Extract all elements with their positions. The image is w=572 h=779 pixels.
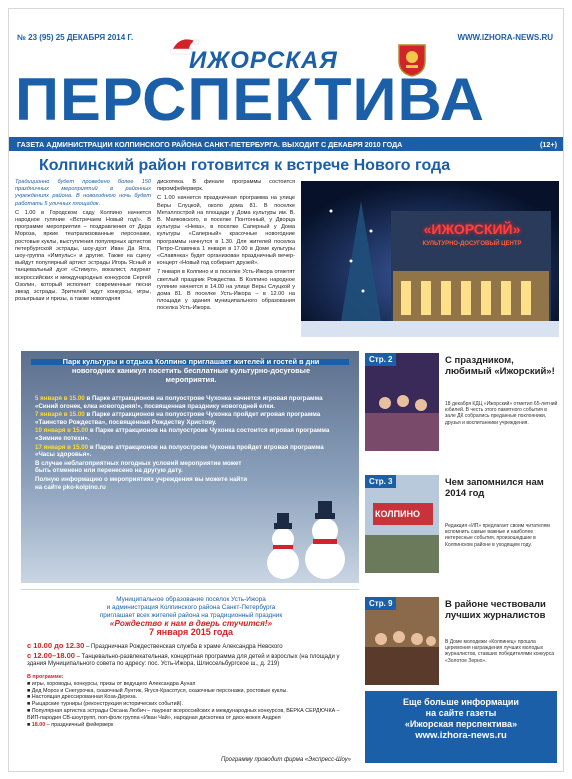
municipal-date: 7 января 2015 года bbox=[149, 627, 233, 637]
article-paragraph: С 1.00 начнется праздничная программа на улице Веры Слуцкой, около дома 81. В поселке Металлострой на площади у Дома культуры им. В. В. Маяковского, в поселке Понтонный, у Дворца культуры «Нева», в поселке Саперный у Дома культуры «Саперный» красочные новогодние программы начнутся в 1.30. Для жителей поселка Петро-Славянка 1 января в 17.00 в Доме культуры «Славянка» будет организован праздничный вечер-концерт «Новый год собирает друзей». bbox=[157, 195, 295, 267]
masthead-subtitle-bar bbox=[9, 137, 564, 151]
masthead-brand-big: ПЕРСПЕКТИВА bbox=[15, 66, 485, 133]
masthead-brand-top: ИЖОРСКАЯ bbox=[189, 47, 338, 74]
page-label: Стр. 9 bbox=[365, 597, 396, 610]
park-event: 7 января в 15.00 в Парке аттракционов на полуострове Чухонка пройдет игровая программа «Таинство Рождества», посвященная Рождеству Христову. bbox=[35, 411, 321, 426]
main-photo bbox=[301, 181, 559, 337]
masthead-subtitle: ГАЗЕТА АДМИНИСТРАЦИИ КОЛПИНСКОГО РАЙОНА САНКТ-ПЕТЕРБУРГА. ВЫХОДИТ С ДЕКАБРЯ 2010 ГОДА bbox=[17, 140, 403, 149]
municipal-program bbox=[27, 674, 347, 728]
program-title: В программе: bbox=[27, 674, 64, 680]
municipal-head-line: приглашает всех жителей района на традиционный праздник bbox=[99, 612, 283, 619]
park-announcement bbox=[21, 351, 359, 583]
issue-number: № 23 (95) 25 ДЕКАБРЯ 2014 Г. bbox=[17, 33, 134, 42]
article-paragraph: 7 января в Колпино и в поселке Усть-Ижора отметят светлый праздник Рождества. В Колпино народное гуляние начнется в 14.00 на улице Веры Слуцкой у дома 81. В поселке Усть-Ижора – в 12.00 на площади у здания муниципального образования поселка Усть-Ижора. bbox=[157, 269, 295, 312]
park-note: В случае неблагоприятных погодных условий мероприятие может быть отменено или перенесено на другую дату. bbox=[35, 459, 242, 475]
side-photo bbox=[365, 597, 439, 695]
article-column-1 bbox=[15, 179, 151, 305]
side-headline: С праздником, любимый «Ижорский»! bbox=[445, 355, 555, 377]
side-photo-sign: КОЛПИНО bbox=[375, 509, 421, 519]
municipal-header bbox=[51, 596, 331, 636]
park-title: Парк культуры и отдыха Колпино приглашает жителей и гостей в дни новогодних каникул посетить бесплатные культурно-досуговые мероприятия. bbox=[62, 357, 320, 384]
park-events bbox=[35, 395, 335, 492]
park-event: 10 января в 15.00 в Парке аттракционов на полуострове Чухонка состоится игровая программа «Зимние потехи». bbox=[35, 427, 330, 442]
municipal-schedule bbox=[27, 642, 353, 669]
side-teaser-1[interactable] bbox=[365, 353, 561, 475]
program-item: ■ Популярная артистка эстрады Оксана Любич – лауреат всероссийских и международных конкурсов, ВЕРКА СЕРДЮЧКА – ВИП-пародия СВ-шоугрупп, поп-фолк группа «Иван Чай», народная дискотека от диск-жокея Андрея bbox=[27, 707, 340, 721]
program-item: ■ Дед Мороз и Снегурочка, сказочный Лунтик, Ягуся-Красотуся, сказочные персонажи, ростовые куклы. bbox=[27, 687, 288, 694]
article-column-2 bbox=[157, 179, 295, 315]
park-info: Полную информацию о мероприятиях учреждения вы можете найти на сайте pko-kolpino.ru bbox=[35, 475, 248, 491]
municipal-head-line: Муниципальное образование поселок Усть-Ижора bbox=[116, 596, 266, 603]
side-teaser-2[interactable] bbox=[365, 475, 561, 597]
program-item: ■ игры, хороводы, конкурсы, призы от ведущего Александра Аунап bbox=[27, 680, 196, 687]
article-paragraph: С 1.00 в Городском саду Колпино начнется народное гуляние «Встречаем Новый год!». В программе мероприятия – поздравления от Деда Мороза, яркие театрализованные персонажи, ростовые куклы, выступления популярных артистов петербургской эстрады, шоу-дуэт Иван Да Ягга, шоу-группа «Импульс» и другие. Также на сцену выйдут популярный артист эстрады Игорь Ясный и танцевальный дуэт «Стимул», вокалист, лауреат всероссийских и международных конкурсов Сергей Озолин, который исполнит современные песни звезд эстрады. Зрителей ждут конкурсы, игры, розыгрыши и призы, а также новогодняя bbox=[15, 209, 151, 303]
promo-line: на сайте газеты bbox=[425, 708, 497, 718]
program-item: ■ 18.00 – праздничный фейерверк bbox=[27, 721, 114, 728]
age-rating: (12+) bbox=[540, 140, 557, 149]
article-lead: Традиционно будет проведено более 150 праздничных мероприятий в районных учреждениях района. В новогоднюю ночь будет работать 5 уличных площадок. bbox=[15, 179, 151, 207]
page-label: Стр. 3 bbox=[365, 475, 396, 488]
photo-sign: «ИЖОРСКИЙ» bbox=[423, 221, 521, 237]
main-headline: Колпинский район готовится к встрече Нового года bbox=[39, 157, 451, 174]
schedule-line: с 10.00 до 12.30 – Праздничная Рождественская служба в храме Александра Невского bbox=[27, 641, 283, 650]
newspaper-page bbox=[8, 8, 564, 772]
photo-sign-sub: КУЛЬТУРНО-ДОСУГОВЫЙ ЦЕНТР bbox=[422, 241, 522, 247]
side-text: Редакция «ИП» предлагает своим читателям вспомнить самые важные и наиболее интересные события, произошедшие в Колпинском районе в уходящем году. bbox=[445, 523, 550, 548]
side-photo bbox=[365, 353, 439, 451]
site-url[interactable]: WWW.IZHORA-NEWS.RU bbox=[457, 33, 553, 42]
promo-line: Еще больше информации bbox=[403, 697, 519, 707]
page-label: Стр. 2 bbox=[365, 353, 396, 366]
promo-url[interactable]: www.izhora-news.ru bbox=[415, 730, 507, 741]
side-text: 18 декабря КДЦ «Ижорский» отметил 65-летний юбилей. В честь этого памятного события в зале ДК собрались преданные поклонники, друзья и воспитанники учреждения. bbox=[445, 401, 558, 426]
promo-line: «Ижорская перспектива» bbox=[404, 719, 518, 729]
side-headline: Чем запомнился нам 2014 год bbox=[445, 477, 544, 499]
stage-photo bbox=[365, 353, 439, 451]
side-photo bbox=[365, 475, 439, 573]
schedule-line: с 12.00–18.00 – Танцевально-развлекательная, концертная программа для детей и взрослых (на площади у здания Муниципального совета по адресу: пос. Усть-Ижора, Шлиссельбургское ш., д. 219) bbox=[27, 650, 340, 668]
program-item: ■ Рыцарские турниры (реконструкция исторических событий). bbox=[27, 701, 183, 708]
building-night-photo bbox=[301, 181, 559, 337]
municipal-footer: Программу проводит фирма «Экспресс-Шоу» bbox=[220, 757, 351, 763]
park-event: 17 января в 15.00 в Парке аттракционов на полуострове Чухонка пройдет игровая программа «Часы здоровья». bbox=[35, 443, 324, 459]
city-sign-photo bbox=[365, 475, 439, 573]
promo-box[interactable] bbox=[365, 691, 557, 763]
side-headline: В районе чествовали лучших журналистов bbox=[445, 599, 546, 621]
park-event: 5 января в 15.00 в Парке аттракционов на полуострове Чухонка начнется игровая программа «Синий огонек, елка новогодняя!», посвященная празднику новогодней елки. bbox=[35, 395, 323, 410]
awards-photo bbox=[365, 597, 439, 685]
article-paragraph: дискотека. В финале программы состоится пиромфейерверк. bbox=[157, 179, 295, 193]
municipal-head-line: и администрация Колпинского района Санкт-Петербурга bbox=[106, 604, 276, 611]
snowmen-illustration bbox=[253, 501, 353, 581]
municipal-announcement bbox=[21, 589, 359, 769]
municipal-quote: «Рождество к нам в дверь стучится!» bbox=[109, 619, 273, 628]
program-item: ■ Настоящая дрессированная Коза-Дереза. bbox=[27, 694, 138, 701]
side-text: В Доме молодежи «Колпинец» прошла церемония награждения лучших молодых журналистов, ставших победителями конкурса «Золотое Зерно». bbox=[445, 639, 554, 664]
